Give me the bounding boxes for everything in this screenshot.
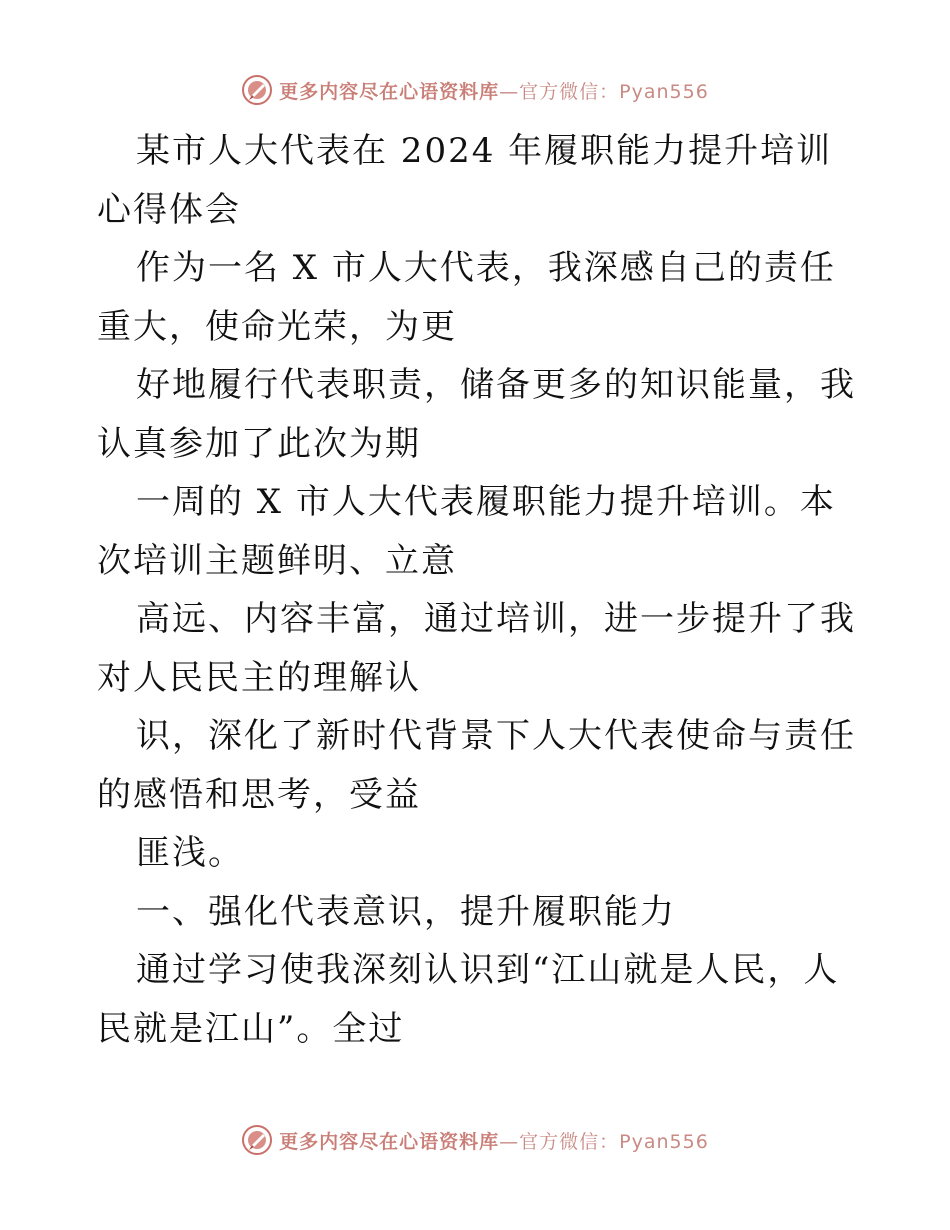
paragraph: 作为一名 X 市人大代表，我深感自己的责任重大，使命光荣，为更 — [97, 248, 836, 347]
watermark-brand: 更多内容尽在心语资料库 — [279, 80, 500, 103]
watermark-text — [279, 77, 709, 104]
watermark-separator: — — [499, 1130, 520, 1153]
header-watermark — [0, 70, 950, 110]
watermark-text — [279, 1127, 709, 1154]
watermark-brand: 更多内容尽在心语资料库 — [279, 1130, 500, 1153]
watermark-separator: — — [499, 80, 520, 103]
watermark-contact: 官方微信：Pyan556 — [519, 80, 709, 103]
section-heading: 一、强化代表意识，提升履职能力 — [136, 891, 676, 932]
footer-watermark — [0, 1120, 950, 1160]
document-title: 某市人大代表在 2024 年履职能力提升培训心得体会 — [97, 131, 833, 230]
pen-logo-icon — [241, 74, 273, 106]
paragraph: 高远、内容丰富，通过培训，进一步提升了我对人民民主的理解认 — [97, 599, 856, 698]
watermark-contact: 官方微信：Pyan556 — [519, 1130, 709, 1153]
paragraph: 识，深化了新时代背景下人大代表使命与责任的感悟和思考，受益 — [97, 716, 856, 815]
paragraph: 匪浅。 — [136, 833, 244, 873]
paragraph: 好地履行代表职责，储备更多的知识能量，我认真参加了此次为期 — [97, 365, 856, 464]
paragraph: 通过学习使我深刻认识到“江山就是人民，人民就是江山”。全过 — [97, 950, 840, 1049]
pen-logo-icon — [241, 1124, 273, 1156]
document-body — [97, 122, 857, 1058]
paragraph: 一周的 X 市人大代表履职能力提升培训。本次培训主题鲜明、立意 — [97, 482, 836, 581]
